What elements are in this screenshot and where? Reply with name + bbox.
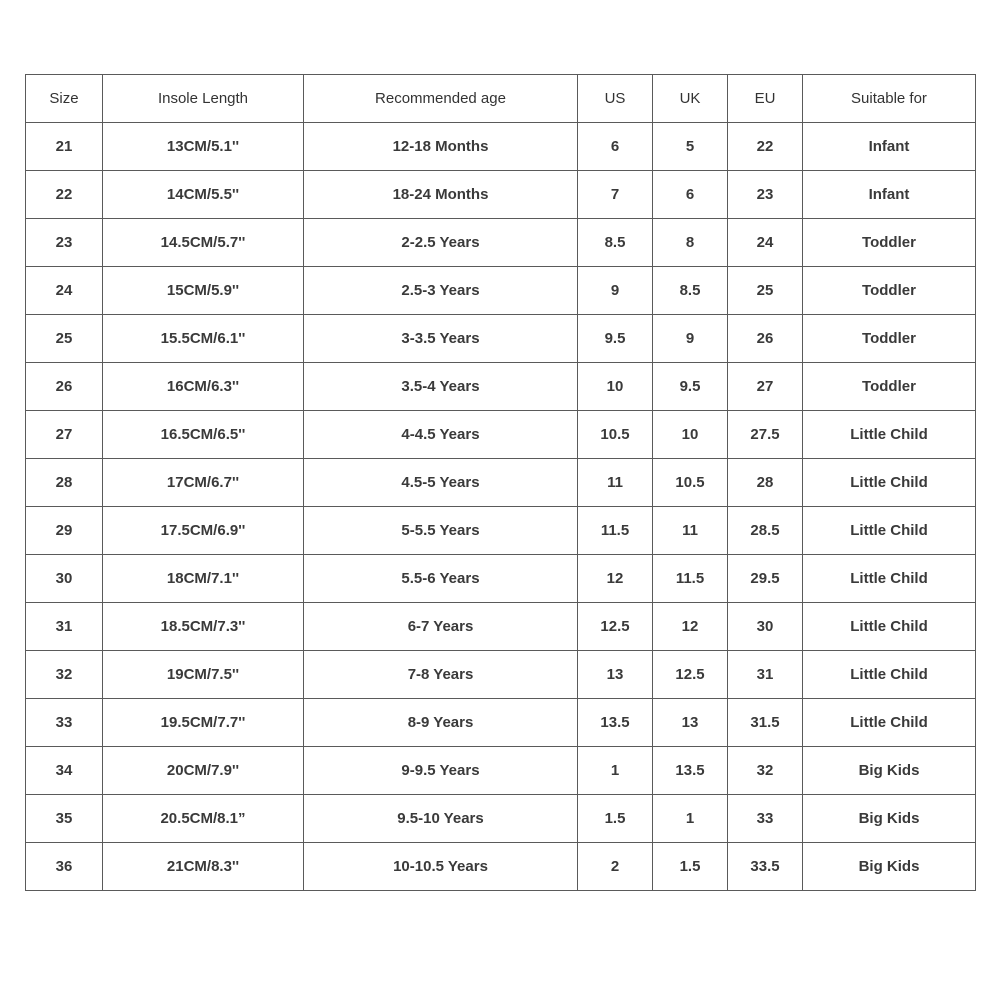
table-row [26,363,976,411]
cell-uk: 5 [653,123,728,171]
table-header-row [26,75,976,123]
cell-uk: 13.5 [653,747,728,795]
cell-us: 12 [578,555,653,603]
cell-us: 9.5 [578,315,653,363]
cell-suitable-for: Little Child [803,459,976,507]
cell-eu: 25 [728,267,803,315]
cell-eu: 30 [728,603,803,651]
cell-us: 6 [578,123,653,171]
cell-us: 7 [578,171,653,219]
cell-us: 11 [578,459,653,507]
cell-eu: 23 [728,171,803,219]
cell-eu: 24 [728,219,803,267]
cell-size: 35 [26,795,103,843]
cell-recommended-age: 6-7 Years [304,603,578,651]
cell-size: 33 [26,699,103,747]
cell-insole-length: 15.5CM/6.1'' [103,315,304,363]
cell-insole-length: 14.5CM/5.7'' [103,219,304,267]
cell-us: 13 [578,651,653,699]
cell-recommended-age: 12-18 Months [304,123,578,171]
cell-insole-length: 17CM/6.7'' [103,459,304,507]
table-row [26,651,976,699]
cell-suitable-for: Little Child [803,651,976,699]
cell-recommended-age: 18-24 Months [304,171,578,219]
table-row [26,219,976,267]
cell-insole-length: 19.5CM/7.7'' [103,699,304,747]
cell-recommended-age: 9.5-10 Years [304,795,578,843]
cell-eu: 33 [728,795,803,843]
cell-us: 1 [578,747,653,795]
cell-suitable-for: Toddler [803,267,976,315]
cell-eu: 28 [728,459,803,507]
column-header-uk: UK [653,75,728,123]
cell-suitable-for: Big Kids [803,843,976,891]
cell-eu: 31.5 [728,699,803,747]
cell-insole-length: 14CM/5.5'' [103,171,304,219]
cell-us: 9 [578,267,653,315]
cell-recommended-age: 10-10.5 Years [304,843,578,891]
cell-us: 2 [578,843,653,891]
cell-us: 10 [578,363,653,411]
cell-size: 25 [26,315,103,363]
cell-uk: 13 [653,699,728,747]
cell-recommended-age: 2.5-3 Years [304,267,578,315]
cell-eu: 27 [728,363,803,411]
cell-recommended-age: 5-5.5 Years [304,507,578,555]
cell-insole-length: 17.5CM/6.9'' [103,507,304,555]
cell-eu: 28.5 [728,507,803,555]
cell-insole-length: 13CM/5.1'' [103,123,304,171]
size-chart-table [25,74,976,891]
cell-uk: 8 [653,219,728,267]
column-header-insole-length: Insole Length [103,75,304,123]
cell-size: 21 [26,123,103,171]
cell-suitable-for: Little Child [803,699,976,747]
cell-recommended-age: 2-2.5 Years [304,219,578,267]
cell-suitable-for: Toddler [803,315,976,363]
cell-suitable-for: Big Kids [803,795,976,843]
cell-recommended-age: 4-4.5 Years [304,411,578,459]
cell-size: 27 [26,411,103,459]
cell-size: 23 [26,219,103,267]
column-header-us: US [578,75,653,123]
cell-us: 1.5 [578,795,653,843]
cell-size: 31 [26,603,103,651]
cell-insole-length: 16.5CM/6.5'' [103,411,304,459]
cell-eu: 32 [728,747,803,795]
cell-insole-length: 20.5CM/8.1” [103,795,304,843]
column-header-size: Size [26,75,103,123]
cell-insole-length: 18CM/7.1'' [103,555,304,603]
cell-uk: 6 [653,171,728,219]
cell-eu: 31 [728,651,803,699]
cell-uk: 1 [653,795,728,843]
cell-eu: 33.5 [728,843,803,891]
cell-recommended-age: 4.5-5 Years [304,459,578,507]
table-row [26,699,976,747]
table-row [26,459,976,507]
cell-suitable-for: Toddler [803,219,976,267]
table-row [26,555,976,603]
cell-eu: 27.5 [728,411,803,459]
cell-eu: 26 [728,315,803,363]
cell-recommended-age: 3-3.5 Years [304,315,578,363]
cell-us: 11.5 [578,507,653,555]
cell-suitable-for: Little Child [803,411,976,459]
table-row [26,267,976,315]
cell-uk: 12.5 [653,651,728,699]
cell-size: 34 [26,747,103,795]
cell-insole-length: 18.5CM/7.3'' [103,603,304,651]
column-header-suitable-for: Suitable for [803,75,976,123]
table-row [26,123,976,171]
cell-uk: 11.5 [653,555,728,603]
cell-recommended-age: 8-9 Years [304,699,578,747]
column-header-recommended-age: Recommended age [304,75,578,123]
cell-us: 13.5 [578,699,653,747]
table-row [26,315,976,363]
cell-uk: 11 [653,507,728,555]
cell-recommended-age: 5.5-6 Years [304,555,578,603]
table-row [26,507,976,555]
cell-uk: 1.5 [653,843,728,891]
cell-size: 29 [26,507,103,555]
cell-uk: 9.5 [653,363,728,411]
cell-recommended-age: 7-8 Years [304,651,578,699]
cell-size: 28 [26,459,103,507]
table-row [26,171,976,219]
cell-size: 26 [26,363,103,411]
cell-eu: 22 [728,123,803,171]
table-row [26,795,976,843]
cell-us: 12.5 [578,603,653,651]
cell-suitable-for: Infant [803,123,976,171]
cell-uk: 10.5 [653,459,728,507]
size-chart [25,74,975,891]
table-body [26,123,976,891]
cell-size: 22 [26,171,103,219]
table-row [26,603,976,651]
cell-us: 8.5 [578,219,653,267]
cell-suitable-for: Big Kids [803,747,976,795]
column-header-eu: EU [728,75,803,123]
table-row [26,411,976,459]
cell-insole-length: 15CM/5.9'' [103,267,304,315]
cell-uk: 9 [653,315,728,363]
cell-insole-length: 21CM/8.3'' [103,843,304,891]
cell-insole-length: 16CM/6.3'' [103,363,304,411]
cell-suitable-for: Infant [803,171,976,219]
cell-suitable-for: Little Child [803,555,976,603]
cell-size: 32 [26,651,103,699]
cell-us: 10.5 [578,411,653,459]
cell-uk: 8.5 [653,267,728,315]
cell-insole-length: 20CM/7.9'' [103,747,304,795]
table-row [26,843,976,891]
cell-recommended-age: 9-9.5 Years [304,747,578,795]
cell-insole-length: 19CM/7.5'' [103,651,304,699]
cell-size: 24 [26,267,103,315]
cell-uk: 10 [653,411,728,459]
table-row [26,747,976,795]
cell-suitable-for: Little Child [803,507,976,555]
cell-eu: 29.5 [728,555,803,603]
cell-recommended-age: 3.5-4 Years [304,363,578,411]
cell-uk: 12 [653,603,728,651]
cell-suitable-for: Little Child [803,603,976,651]
cell-size: 36 [26,843,103,891]
cell-size: 30 [26,555,103,603]
cell-suitable-for: Toddler [803,363,976,411]
